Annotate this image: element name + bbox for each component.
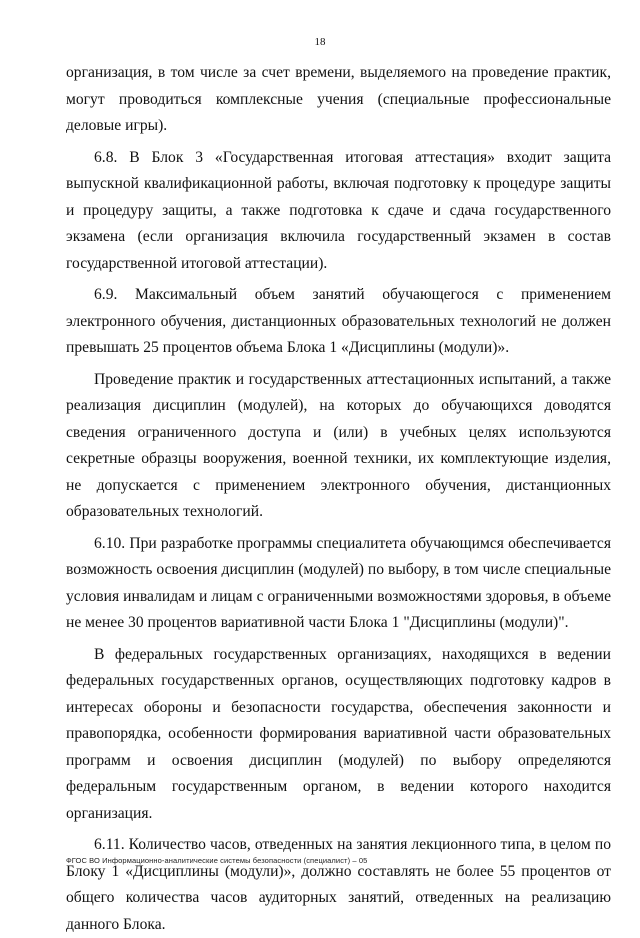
paragraph-continuation: организация, в том числе за счет времени, выделяемого на проведение практик, могут проводиться комплексные учения (специальные профессиональные деловые игры). [66,64,611,134]
paragraph-6-10: 6.10. При разработке программы специалитета обучающимся обеспечивается возможность освоения дисциплин (модулей) по выбору, в том числе специальные условия инвалидам и лицам с ограниченными возможностями здоровья, в объеме не менее 30 процентов вариативной части Блока 1 "Дисциплины (модули)". [66,534,611,631]
paragraph-6-9: 6.9. Максимальный объем занятий обучающегося с применением электронного обучения, дистанционных образовательных технологий не должен превышать 25 процентов объема Блока 1 «Дисциплины (модули)». [66,286,611,356]
paragraph-restrictions: Проведение практик и государственных аттестационных испытаний, а также реализация дисциплин (модулей), на которых до обучающихся доводятся сведения ограниченного доступа и (или) в учебных целях используются секретные образцы вооружения, военной техники, их комплектующие изделия, не допускается с применением электронного обучения, дистанционных образовательных технологий. [66,370,611,520]
body-text [66,60,611,938]
page-number: 18 [314,36,326,48]
paragraph-6-8: 6.8. В Блок 3 «Государственная итоговая аттестация» входит защита выпускной квалификационной работы, включая подготовку к процедуре защиты и процедуру защиты, а также подготовка к сдаче и сдача государственного экзамена (если организация включила государственный экзамен в состав государственной итоговой аттестации). [66,148,611,272]
paragraph-federal-organizations: В федеральных государственных организациях, находящихся в ведении федеральных государственных органов, осуществляющих подготовку кадров в интересах обороны и безопасности государства, обеспечения законности и правопорядка, особенности формирования вариативной части образовательных программ и освоения дисциплин (модулей) по выбору определяются федеральным государственным органом, в ведении которого находится организация. [66,645,611,822]
page-footer: ФГОС ВО Информационно-аналитические системы безопасности (специалист) – 05 [66,856,368,865]
paragraph-6-11: 6.11. Количество часов, отведенных на занятия лекционного типа, в целом по Блоку 1 «Дисциплины (модули)», должно составлять не более 55 процентов от общего количества часов аудиторных занятий, отведенных на реализацию данного Блока. [66,836,611,933]
